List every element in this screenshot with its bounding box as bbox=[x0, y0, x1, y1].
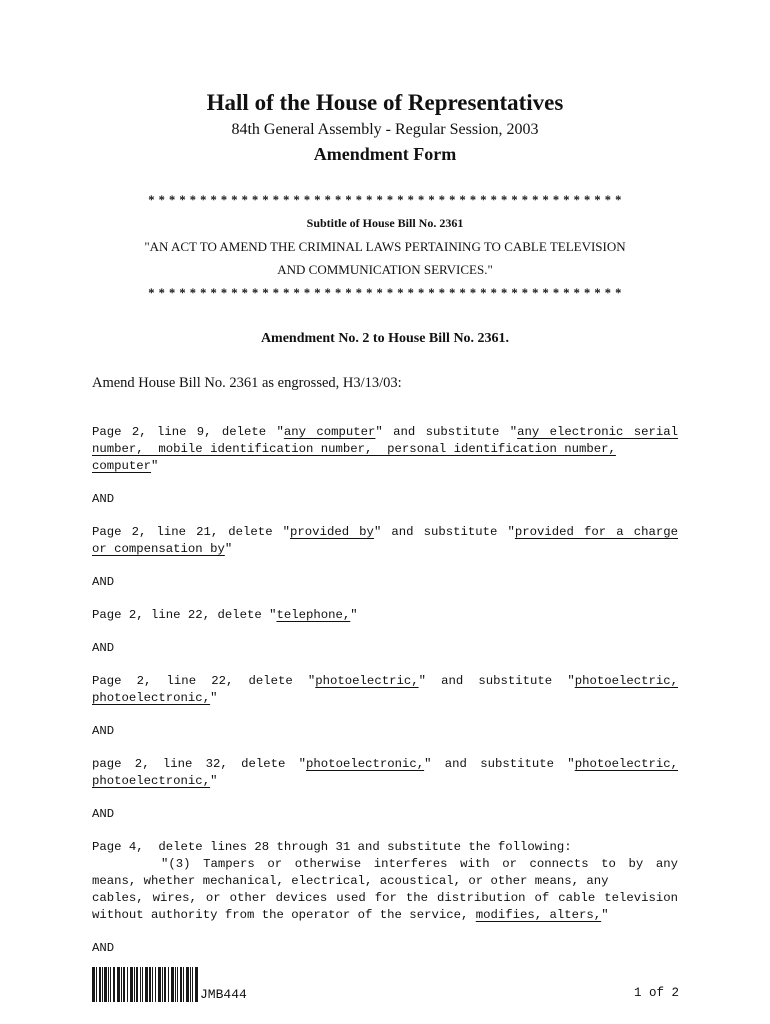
underlined-segment: photoelectric, bbox=[315, 674, 419, 688]
amendment-instruction-6 bbox=[92, 839, 678, 924]
amendment-instruction-3 bbox=[92, 607, 678, 624]
barcode-label: JMB444 bbox=[200, 987, 247, 1002]
body-line bbox=[92, 907, 678, 924]
text-segment: " bbox=[350, 608, 358, 622]
text-segment: Page 2, line 22, delete " bbox=[92, 608, 277, 622]
text-segment: without authority from the operator of the service, bbox=[92, 908, 476, 922]
body-line bbox=[92, 873, 678, 890]
body-line bbox=[92, 524, 678, 541]
amendment-number-heading: Amendment No. 2 to House Bill No. 2361. bbox=[260, 331, 510, 346]
and-label: AND bbox=[92, 575, 115, 589]
text-segment: means, whether mechanical, electrical, acoustical, or other means, any bbox=[92, 874, 609, 888]
body-line bbox=[92, 673, 678, 690]
page-number-indicator: 1 of 2 bbox=[634, 986, 680, 1000]
underlined-segment: photoelectric, bbox=[574, 757, 679, 771]
body-line bbox=[92, 541, 678, 558]
body-line bbox=[92, 607, 678, 624]
text-segment: Page 4, delete lines 28 through 31 and substitute the following: bbox=[92, 840, 572, 854]
and-separator bbox=[92, 940, 678, 957]
underlined-segment: photoelectronic, bbox=[92, 774, 211, 788]
amendment-instruction-2 bbox=[92, 524, 678, 558]
amendment-instruction-1 bbox=[92, 424, 678, 475]
session-subtitle: 84th General Assembly - Regular Session, 2003 bbox=[231, 121, 539, 138]
page-title: Hall of the House of Representatives bbox=[206, 90, 564, 115]
underlined-segment: computer bbox=[92, 459, 152, 473]
amendment-body bbox=[92, 424, 678, 973]
text-segment: " bbox=[210, 691, 218, 705]
body-line bbox=[92, 441, 678, 458]
underlined-segment: photoelectronic, bbox=[306, 757, 425, 771]
body-line bbox=[92, 890, 678, 907]
text-segment: " and substitute " bbox=[375, 425, 518, 439]
text-segment: "(3) Tampers or otherwise interferes with or connects to by any bbox=[161, 857, 678, 871]
underlined-segment: any computer bbox=[283, 425, 376, 439]
bill-subtitle-heading: Subtitle of House Bill No. 2361 bbox=[306, 216, 464, 230]
text-segment: " and substitute " bbox=[418, 674, 575, 688]
and-label: AND bbox=[92, 724, 115, 738]
body-line bbox=[92, 424, 678, 441]
stars-divider-top: * * * * * * * * * * * * * * * * * * * * * * * * * * * * * * * * * * * * * * * * * * * * * * bbox=[148, 193, 622, 207]
and-separator bbox=[92, 574, 678, 591]
body-line bbox=[92, 856, 678, 873]
text-segment: " bbox=[224, 542, 233, 556]
act-title-line-2: AND COMMUNICATION SERVICES." bbox=[277, 262, 493, 277]
and-label: AND bbox=[92, 492, 115, 506]
text-segment: " and substitute " bbox=[373, 525, 515, 539]
and-separator bbox=[92, 640, 678, 657]
underlined-segment: modifies, alters, bbox=[475, 908, 602, 922]
underlined-segment: photoelectric, bbox=[574, 674, 679, 688]
body-line bbox=[92, 756, 678, 773]
underlined-segment: number, mobile identification number, personal identification number, bbox=[92, 442, 616, 456]
barcode bbox=[92, 967, 198, 1002]
text-segment: " and substitute " bbox=[424, 757, 575, 771]
underlined-segment: provided by bbox=[290, 525, 374, 539]
text-segment: Page 2, line 22, delete " bbox=[92, 674, 316, 688]
stars-divider-bottom: * * * * * * * * * * * * * * * * * * * * * * * * * * * * * * * * * * * * * * * * * * * * * * bbox=[148, 286, 622, 300]
amendment-instruction-4 bbox=[92, 673, 678, 707]
underlined-segment: provided for a charge bbox=[514, 525, 679, 539]
body-line bbox=[92, 839, 678, 856]
and-separator bbox=[92, 723, 678, 740]
body-line bbox=[92, 458, 678, 475]
underlined-segment: any electronic serial bbox=[517, 425, 679, 439]
underlined-segment: telephone, bbox=[276, 608, 351, 622]
text-segment: page 2, line 32, delete " bbox=[92, 757, 307, 771]
and-separator bbox=[92, 806, 678, 823]
underlined-segment: photoelectronic, bbox=[92, 691, 211, 705]
underlined-segment: or compensation by bbox=[92, 542, 225, 556]
amend-intro-line: Amend House Bill No. 2361 as engrossed, H3/13/03: bbox=[92, 375, 402, 391]
text-segment: " bbox=[151, 459, 159, 473]
text-segment: " bbox=[601, 908, 609, 922]
amendment-instruction-5 bbox=[92, 756, 678, 790]
body-line bbox=[92, 690, 678, 707]
body-line bbox=[92, 773, 678, 790]
and-label: AND bbox=[92, 641, 115, 655]
text-segment: Page 2, line 9, delete " bbox=[92, 425, 284, 439]
act-title-line-1: "AN ACT TO AMEND THE CRIMINAL LAWS PERTAINING TO CABLE TELEVISION bbox=[144, 239, 626, 254]
and-label: AND bbox=[92, 941, 115, 955]
and-label: AND bbox=[92, 807, 115, 821]
text-segment: Page 2, line 21, delete " bbox=[92, 525, 291, 539]
text-segment: cables, wires, or other devices used for the distribution of cable television bbox=[92, 891, 678, 905]
form-name-heading: Amendment Form bbox=[313, 144, 457, 164]
text-segment: " bbox=[210, 774, 218, 788]
and-separator bbox=[92, 491, 678, 508]
